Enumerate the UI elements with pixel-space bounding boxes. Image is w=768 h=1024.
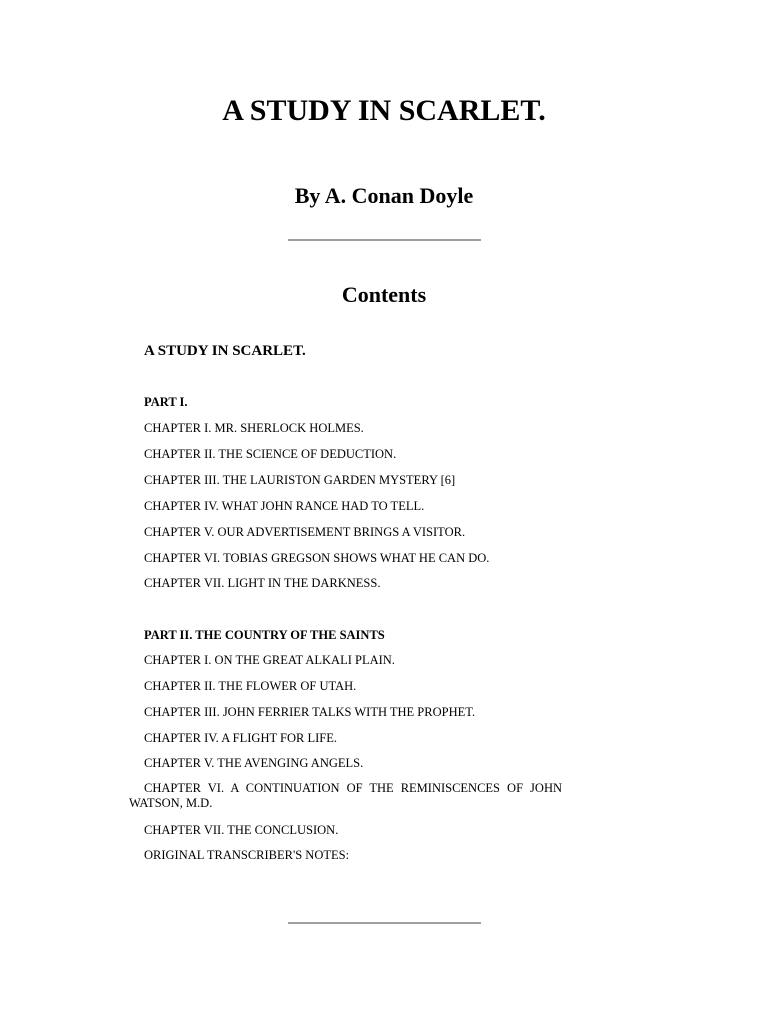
divider-bottom — [288, 922, 481, 924]
author-line: By A. Conan Doyle — [294, 183, 474, 208]
toc-book-title[interactable]: A STUDY IN SCARLET. — [144, 343, 306, 359]
divider-top — [288, 239, 481, 241]
toc-part-1-heading[interactable]: PART I. — [144, 395, 188, 409]
toc-part-2-chapter-1[interactable]: CHAPTER I. ON THE GREAT ALKALI PLAIN. — [144, 653, 395, 667]
toc-part-1-chapter-5[interactable]: CHAPTER V. OUR ADVERTISEMENT BRINGS A VISITOR. — [144, 525, 466, 539]
toc-part-2-chapter-6[interactable]: CHAPTER VI. A CONTINUATION OF THE REMINISCENCES OF JOHN WATSON, M.D. — [129, 781, 562, 810]
toc-part-2-chapter-5[interactable]: CHAPTER V. THE AVENGING ANGELS. — [144, 756, 364, 770]
toc-part-2-chapter-4[interactable]: CHAPTER IV. A FLIGHT FOR LIFE. — [144, 731, 337, 745]
contents-heading: Contents — [341, 282, 427, 307]
toc-part-2-chapter-2[interactable]: CHAPTER II. THE FLOWER OF UTAH. — [144, 679, 357, 693]
book-title-heading: A STUDY IN SCARLET. — [222, 94, 546, 127]
toc-part-1-chapter-7[interactable]: CHAPTER VII. LIGHT IN THE DARKNESS. — [144, 576, 381, 590]
toc-part-1-chapter-3[interactable]: CHAPTER III. THE LAURISTON GARDEN MYSTERY [6] — [144, 473, 456, 487]
toc-part-1-chapter-6[interactable]: CHAPTER VI. TOBIAS GREGSON SHOWS WHAT HE CAN DO. — [144, 551, 490, 565]
toc-part-1-chapter-1[interactable]: CHAPTER I. MR. SHERLOCK HOLMES. — [144, 421, 364, 435]
toc-part-1-chapter-4[interactable]: CHAPTER IV. WHAT JOHN RANCE HAD TO TELL. — [144, 499, 425, 513]
toc-part-2-chapter-3[interactable]: CHAPTER III. JOHN FERRIER TALKS WITH THE PROPHET. — [144, 705, 476, 719]
toc-transcriber-notes[interactable]: ORIGINAL TRANSCRIBER'S NOTES: — [144, 848, 350, 862]
toc-part-1-chapter-2[interactable]: CHAPTER II. THE SCIENCE OF DEDUCTION. — [144, 447, 397, 461]
toc-part-2-heading[interactable]: PART II. THE COUNTRY OF THE SAINTS — [144, 628, 385, 642]
toc-part-2-chapter-7[interactable]: CHAPTER VII. THE CONCLUSION. — [144, 823, 339, 837]
